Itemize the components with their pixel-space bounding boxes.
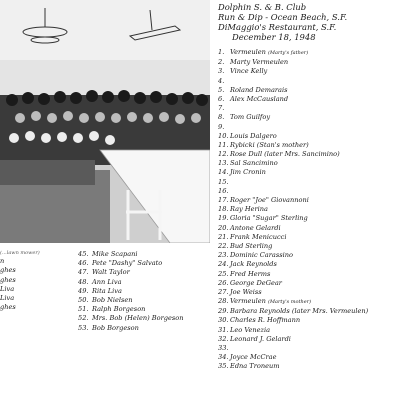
roster-name: Tom Guilfoy	[230, 113, 271, 122]
roster-name: Rose Dull (later Mrs. Sancimino)	[230, 150, 340, 159]
list-item: n	[0, 257, 5, 266]
roster-item	[218, 214, 398, 223]
roster-item	[218, 123, 398, 132]
list-item: ghes	[0, 275, 16, 284]
banquet-photo-illustration	[0, 0, 210, 243]
roster-number: 1.	[218, 48, 225, 56]
roster-item	[218, 141, 398, 150]
roster-name: Louis Dalgero	[230, 131, 277, 140]
roster-item	[218, 279, 398, 288]
roster-number: 21.	[218, 232, 229, 241]
roster-number: 26.	[218, 278, 229, 287]
roster-name: Roger "Joe" Giovannoni	[230, 196, 309, 204]
roster-name: Alex McCausland	[230, 94, 289, 103]
bottom-roster	[78, 250, 183, 333]
roster-number: 18.	[218, 205, 229, 214]
roster-number: 11.	[218, 140, 229, 149]
roster-item	[218, 288, 398, 297]
roster-name: Bud Sterling	[230, 241, 273, 250]
roster-name: Edna Troneum	[230, 362, 280, 371]
roster-number: 2.	[218, 58, 225, 67]
roster-name: George DeGear	[230, 278, 282, 287]
roster-column	[218, 2, 398, 372]
roster-note: (Marty's father)	[267, 50, 309, 56]
roster-name: Antone Gelardi	[230, 223, 281, 232]
roster-note: (Marty's mother)	[267, 299, 312, 306]
roster-item	[218, 251, 398, 260]
roster-item	[218, 353, 398, 362]
roster-name: Jim Cronin	[230, 168, 266, 177]
roster-name: Dominic Carassino	[230, 251, 293, 260]
roster-item-47: 47. Walt Taylor	[78, 268, 130, 277]
roster-item	[218, 86, 398, 95]
roster-number: 22.	[218, 241, 229, 250]
roster-item	[218, 326, 398, 335]
roster-item-51: 51. Ralph Borgeson	[78, 305, 146, 314]
roster-item	[218, 297, 398, 307]
roster-item	[218, 344, 398, 353]
roster-number: 17.	[218, 196, 229, 204]
roster-name: Sal Sancimino	[230, 159, 278, 168]
roster-item	[218, 362, 398, 371]
roster-item	[218, 224, 398, 233]
roster-number: 23.	[218, 251, 229, 260]
roster-number: 3.	[218, 67, 225, 76]
roster-number: 25.	[218, 269, 229, 278]
roster-item-53: 53. Bob Borgeson	[78, 323, 139, 332]
roster-list	[218, 48, 398, 372]
roster-name: Leo Venezia	[230, 325, 271, 334]
roster-item	[218, 242, 398, 251]
roster-item	[218, 307, 398, 316]
roster-number: 16.	[218, 186, 229, 195]
roster-number: 28.	[218, 297, 229, 306]
roster-name: Joyce McCrae	[230, 353, 277, 362]
roster-number: 13.	[218, 159, 229, 168]
roster-item	[218, 233, 398, 242]
roster-number: 15.	[218, 177, 229, 186]
roster-number: 10.	[218, 131, 229, 140]
roster-name: Marty Vermeulen	[230, 58, 289, 67]
roster-number: 5.	[218, 85, 225, 94]
roster-number: 14.	[218, 168, 229, 177]
roster-item	[218, 168, 398, 177]
roster-number: 24.	[218, 260, 229, 269]
roster-number: 7.	[218, 104, 225, 113]
group-photo	[0, 0, 210, 243]
roster-number: 8.	[218, 113, 225, 122]
list-item: ghes	[0, 266, 16, 275]
list-item: ghes	[0, 303, 16, 312]
roster-item	[218, 150, 398, 159]
roster-number: 9.	[218, 122, 225, 131]
event-name: Run & Dip - Ocean Beach, S.F.	[218, 12, 348, 22]
venue-name: DiMaggio's Restaurant, S.F.	[218, 22, 337, 32]
roster-item	[218, 95, 398, 104]
roster-item	[218, 187, 398, 196]
roster-item	[218, 196, 398, 205]
club-name: Dolphin S. & B. Club	[218, 2, 307, 12]
event-date: December 18, 1948	[232, 32, 316, 42]
roster-name: Joe Weiss	[230, 287, 262, 296]
roster-item-48: 48. Ann Liva	[78, 277, 122, 286]
roster-name: Rybicki (Stan's mother)	[230, 140, 309, 149]
roster-number: 6.	[218, 94, 225, 103]
roster-item	[218, 178, 398, 187]
roster-item-52: 52. Mrs. Bob (Helen) Borgeson	[78, 314, 184, 323]
roster-number: 34.	[218, 353, 229, 362]
roster-item-49: 49. Rita Liva	[78, 286, 122, 295]
roster-number: 12.	[218, 150, 229, 159]
roster-name: Frank Menicucci	[230, 232, 287, 241]
roster-item	[218, 270, 398, 279]
roster-item-46: 46. Pete "Dashy" Salvato	[78, 259, 163, 268]
roster-name: Roland Demarais	[230, 85, 288, 94]
roster-name: Ray Herina	[230, 205, 268, 214]
roster-number: 20.	[218, 223, 229, 232]
roster-number: 30.	[218, 316, 229, 325]
roster-number: 33.	[218, 344, 229, 352]
roster-number: 32.	[218, 334, 229, 343]
roster-number: 31.	[218, 325, 229, 334]
list-item: Liva	[0, 293, 15, 302]
roster-number: 4.	[218, 76, 225, 85]
roster-number: 27.	[218, 287, 229, 296]
roster-name: Leonard J. Gelardi	[230, 334, 291, 343]
roster-item	[218, 335, 398, 344]
roster-item	[218, 205, 398, 214]
roster-item	[218, 77, 398, 86]
roster-name: Gloria "Sugar" Sterling	[230, 214, 308, 223]
left-cutoff-list	[0, 248, 40, 312]
roster-number: 35.	[218, 362, 229, 371]
roster-item	[218, 48, 398, 58]
roster-item-45: 45. Mike Scapani	[78, 250, 138, 258]
roster-item	[218, 58, 398, 67]
roster-item	[218, 159, 398, 168]
roster-number: 29.	[218, 307, 229, 316]
roster-name: Charles R. Hoffmann	[230, 316, 301, 325]
roster-item	[218, 113, 398, 122]
roster-name: Jack Reynolds	[230, 260, 277, 269]
roster-item	[218, 316, 398, 325]
roster-name: Vermeulen	[230, 48, 266, 56]
list-item-hint: (...lawn mower)	[0, 250, 40, 256]
roster-item	[218, 67, 398, 76]
roster-name: Vermeulen	[230, 297, 266, 306]
list-item: Liva	[0, 284, 15, 293]
roster-name: Fred Herms	[230, 269, 271, 278]
roster-name: Barbara Reynolds (later Mrs. Vermeulen)	[230, 307, 369, 316]
roster-item	[218, 104, 398, 113]
roster-item	[218, 260, 398, 269]
roster-item	[218, 132, 398, 141]
roster-name: Vince Kelly	[230, 67, 268, 76]
roster-number: 19.	[218, 214, 229, 223]
roster-item-50: 50. Bob Nielsen	[78, 296, 133, 305]
